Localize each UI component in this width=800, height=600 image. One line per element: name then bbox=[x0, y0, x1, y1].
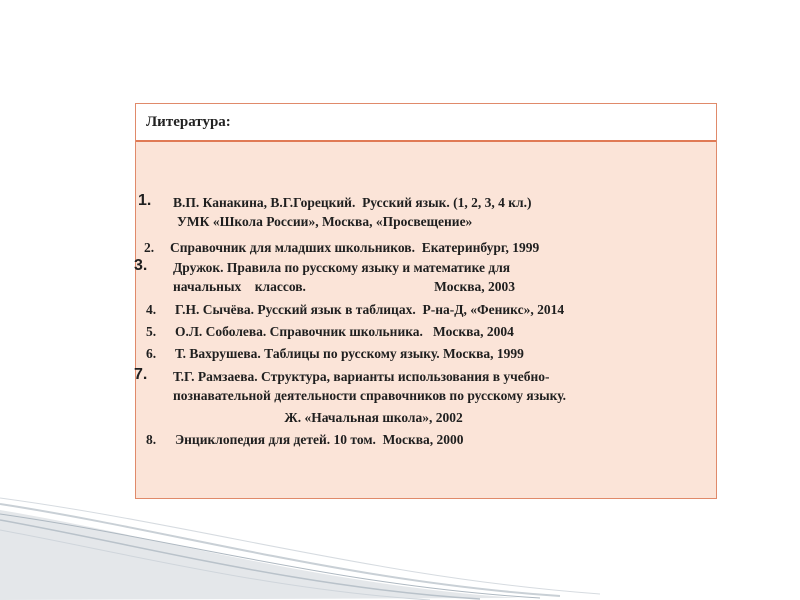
reference-line: Справочник для младших школьников. Екатеринбург, 1999 bbox=[170, 240, 540, 255]
item-number: 3. bbox=[134, 257, 148, 274]
reference-line: Т.Г. Рамзаева. Структура, варианты использования в учебно- bbox=[173, 369, 550, 384]
reference-line: О.Л. Соболева. Справочник школьника. Москва, 2004 bbox=[175, 324, 514, 339]
table-header bbox=[136, 104, 716, 142]
reference-line: Ж. «Начальная школа», 2002 bbox=[173, 410, 463, 425]
reference-line: Г.Н. Сычёва. Русский язык в таблицах. Р-на-Д, «Феникс», 2014 bbox=[175, 302, 565, 317]
item-number: 7. bbox=[134, 366, 148, 383]
table-title: Литература: bbox=[146, 114, 231, 130]
decorative-swoosh bbox=[0, 490, 800, 600]
reference-line: Энциклопедия для детей. 10 том. Москва, 2000 bbox=[175, 432, 464, 447]
item-number: 8. bbox=[146, 432, 157, 447]
literature-table bbox=[135, 103, 717, 499]
reference-line: познавательной деятельности справочников по русскому языку. bbox=[173, 388, 567, 403]
reference-line: Т. Вахрушева. Таблицы по русскому языку. Москва, 1999 bbox=[175, 346, 524, 361]
item-number: 1. bbox=[138, 192, 152, 209]
reference-line: начальных классов. Москва, 2003 bbox=[173, 279, 516, 294]
item-number: 2. bbox=[144, 240, 155, 255]
item-number: 4. bbox=[146, 302, 157, 317]
item-number: 6. bbox=[146, 346, 157, 361]
reference-line: В.П. Канакина, В.Г.Горецкий. Русский язык. (1, 2, 3, 4 кл.) bbox=[173, 195, 532, 210]
reference-line: Дружок. Правила по русскому языку и математике для bbox=[173, 260, 511, 275]
reference-line: УМК «Школа России», Москва, «Просвещение» bbox=[177, 214, 473, 229]
item-number: 5. bbox=[146, 324, 157, 339]
